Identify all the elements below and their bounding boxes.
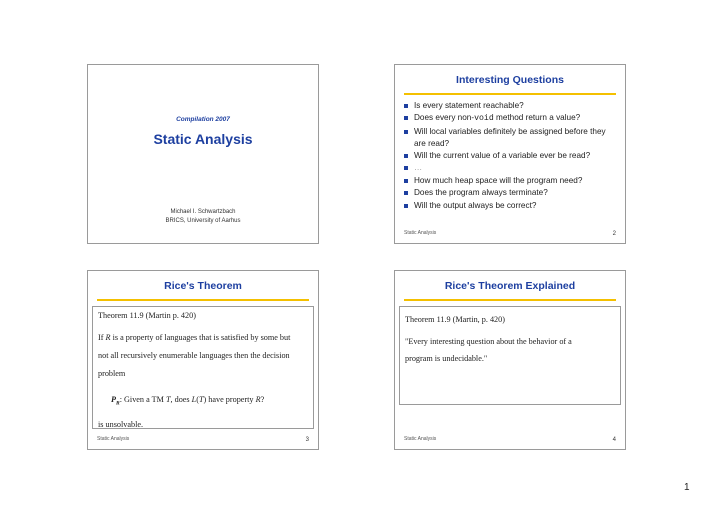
slide-number: 3 [305, 437, 309, 443]
title-divider [404, 93, 616, 95]
bullet-item: … [404, 162, 619, 174]
bullet-square-icon [404, 104, 408, 108]
slide-1 [87, 64, 319, 244]
slide-4 [394, 270, 626, 450]
slide-footer: Static Analysis [97, 436, 130, 442]
bullet-square-icon [404, 191, 408, 195]
bullet-square-icon [404, 204, 408, 208]
page-number: 1 [684, 482, 690, 493]
bullet-square-icon [404, 116, 408, 120]
bullet-list [404, 100, 619, 212]
slide-footer: Static Analysis [404, 436, 437, 442]
theorem-text-line: problem [98, 369, 126, 378]
author-affiliation: BRICS, University of Aarhus [165, 218, 241, 224]
slide-3 [87, 270, 319, 450]
theorem-box [92, 306, 314, 429]
slide-title: Static Analysis [153, 131, 253, 147]
theorem-box [399, 306, 621, 405]
bullet-square-icon [404, 130, 408, 134]
theorem-conclusion: is unsolvable. [98, 420, 144, 429]
bullet-item: Does every non-void method return a value? [404, 112, 619, 125]
slide-number: 4 [612, 437, 616, 443]
slide-footer: Static Analysis [404, 230, 437, 236]
decision-problem: $P_R$: Given a TM T, does L(T) have property R? [111, 395, 265, 407]
theorem-reference: Theorem 11.9 (Martin, p. 420) [405, 315, 505, 324]
slide-title: Rice's Theorem Explained [444, 280, 576, 292]
bullet-item: Does the program always terminate? [404, 187, 619, 199]
bullet-square-icon [404, 179, 408, 183]
author-name: Michael I. Schwartzbach [170, 209, 236, 215]
bullet-square-icon [404, 166, 408, 170]
slide-number: 2 [612, 231, 616, 237]
bullet-square-icon [404, 154, 408, 158]
theorem-reference: Theorem 11.9 (Martin p. 420) [98, 311, 196, 320]
slide-title: Rice's Theorem [164, 280, 242, 292]
bullet-item: Will the output always be correct? [404, 200, 619, 212]
quote-line: program is undecidable." [405, 354, 488, 363]
title-divider [404, 299, 616, 301]
slide-2 [394, 64, 626, 244]
bullet-item: Is every statement reachable? [404, 100, 619, 112]
slide-title: Interesting Questions [456, 74, 564, 86]
quote-line: "Every interesting question about the behavior of a [405, 337, 572, 346]
title-divider [97, 299, 309, 301]
bullet-item: Will local variables definitely be assigned before they are read? [404, 126, 619, 150]
theorem-text-line: If R is a property of languages that is satisfied by some but [98, 333, 291, 342]
theorem-text-line: not all recursively enumerable languages then the decision [98, 351, 290, 360]
code-keyword: void [474, 114, 494, 124]
bullet-item: Will the current value of a variable ever be read? [404, 150, 619, 162]
bullet-item: How much heap space will the program need? [404, 175, 619, 187]
course-name: Compilation 2007 [176, 116, 230, 123]
